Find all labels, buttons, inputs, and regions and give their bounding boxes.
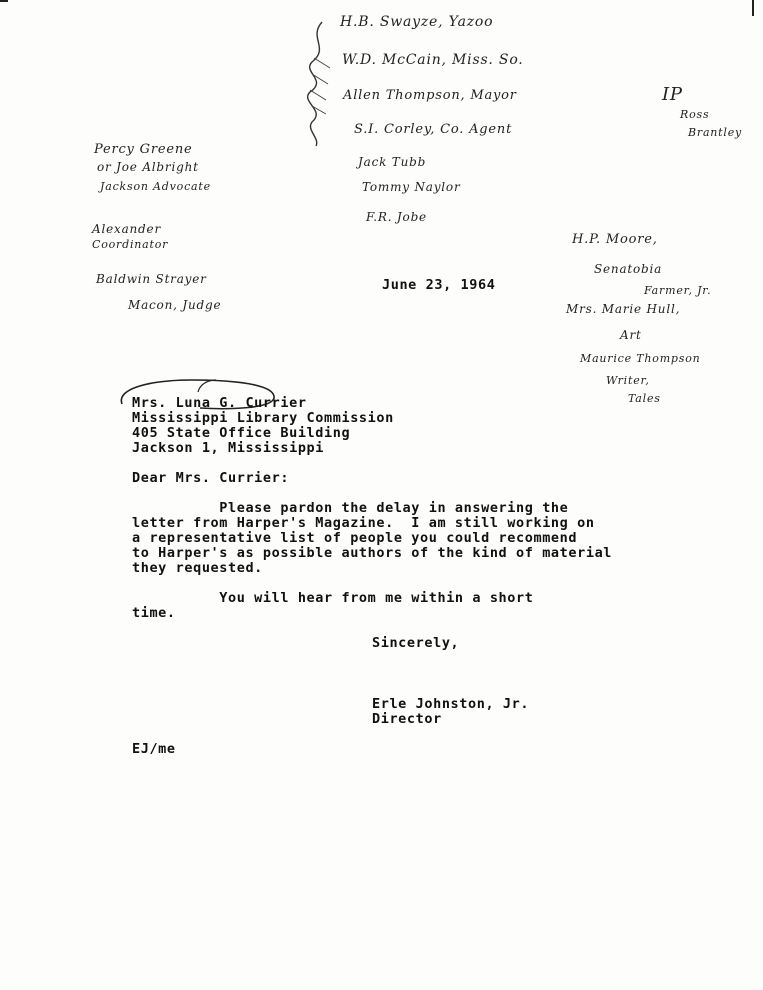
letter-date: June 23, 1964 [382, 277, 496, 293]
body-line: a representative list of people you could recommend [132, 530, 578, 546]
note-line: Coordinator [92, 238, 169, 251]
note-line: Brantley [688, 126, 743, 139]
note-line: Maurice Thompson [580, 352, 701, 365]
note-line: Art [620, 328, 642, 342]
signer-name: Erle Johnston, Jr. [372, 696, 530, 712]
note-line: Baldwin Strayer [96, 272, 207, 286]
note-line: Farmer, Jr. [644, 284, 712, 297]
note-line: Allen Thompson, Mayor [343, 88, 517, 103]
body-line: You will hear from me within a short [132, 590, 534, 606]
signer-title: Director [372, 711, 442, 727]
note-line: Tales [628, 392, 661, 405]
note-line: or Joe Albright [97, 160, 199, 174]
address-line: Mississippi Library Commission [132, 410, 394, 426]
body-line: to Harper's as possible authors of the kind of material [132, 545, 613, 561]
note-line: Writer, [606, 374, 650, 387]
address-line: Mrs. Luna G. Currier [132, 395, 307, 411]
note-line: Alexander [92, 222, 161, 236]
note-line: H.P. Moore, [572, 232, 658, 247]
note-line: S.I. Corley, Co. Agent [354, 122, 513, 137]
scribble-mark [300, 18, 340, 148]
scan-edge-top-left [0, 0, 8, 2]
note-line: IP [662, 84, 683, 105]
body-line: time. [132, 605, 176, 621]
note-line: Senatobia [594, 262, 663, 276]
address-line: Jackson 1, Mississippi [132, 440, 325, 456]
body-line: Please pardon the delay in answering the [132, 500, 569, 516]
typist-initials: EJ/me [132, 741, 176, 757]
note-line: H.B. Swayze, Yazoo [340, 14, 494, 30]
note-line: Percy Greene [94, 142, 193, 157]
note-line: Macon, Judge [128, 298, 222, 312]
note-line: Jackson Advocate [100, 180, 211, 193]
note-line: Mrs. Marie Hull, [566, 302, 681, 316]
note-line: Tommy Naylor [362, 180, 461, 194]
note-line: Jack Tubb [358, 155, 427, 169]
note-line: W.D. McCain, Miss. So. [342, 52, 524, 68]
note-line: F.R. Jobe [366, 210, 427, 224]
body-line: they requested. [132, 560, 263, 576]
closing: Sincerely, [372, 635, 460, 651]
note-line: Ross [680, 108, 710, 121]
scan-edge-top-right [752, 0, 754, 16]
salutation: Dear Mrs. Currier: [132, 470, 290, 486]
address-line: 405 State Office Building [132, 425, 351, 441]
body-line: letter from Harper's Magazine. I am still working on [132, 515, 595, 531]
